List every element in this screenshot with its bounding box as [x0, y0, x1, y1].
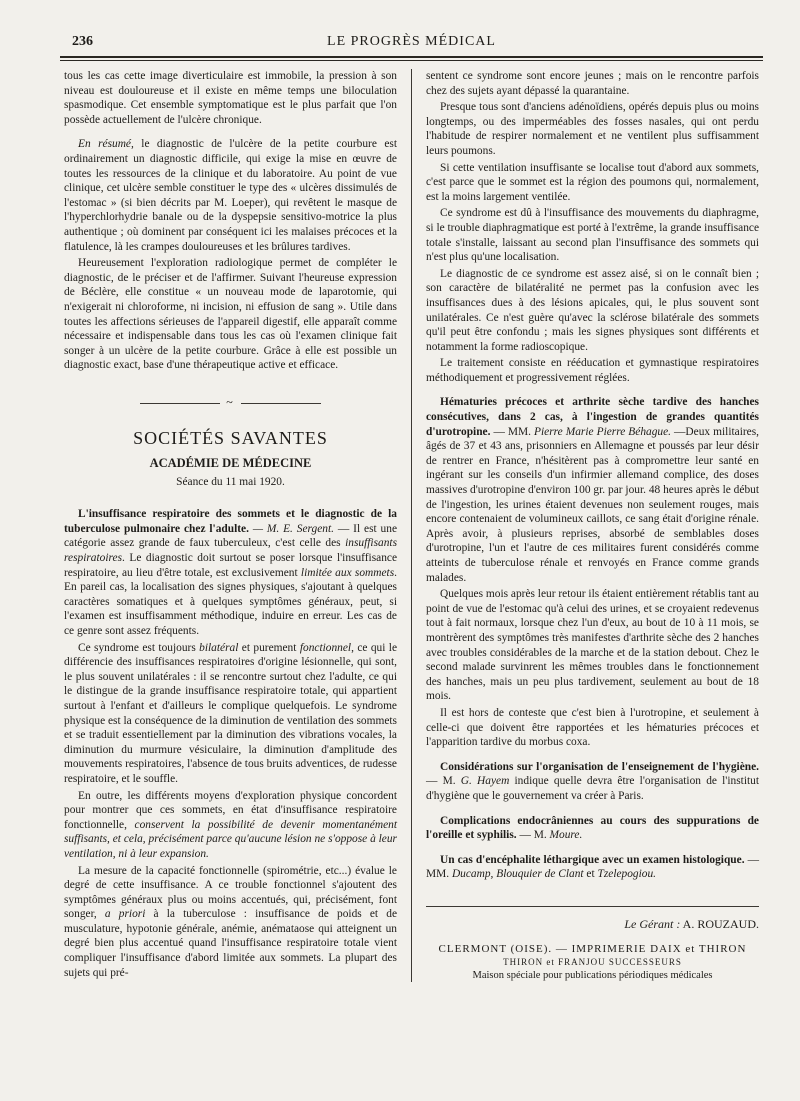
article-paragraph: L'insuffisance respiratoire des sommets et le diagnostic de la tuberculose pulmonaire chez l'adulte. — M. E. Sergent. — Il est une catégorie assez grande de faux tuberculeux, c'est celle des insuffisants respiratoires. Le diagnostic doit surtout se poser lorsque l'insuffisance respiratoire, au lieu d'être totale, est exclusivement limitée aux sommets. En pareil cas, la localisation des signes physiques, s'ajoutant à quelques caractères somatiques et à quelques symptômes généraux, peut, si l'examen est insuffisamment méthodique, induire en erreur. Les cas de ce genre sont assez fréquents.	[64, 508, 397, 637]
communication-hygiene: Considérations sur l'organisation de l'enseignement de l'hygiène. — M. G. Hayem indique quelle devra être l'organisation de l'institut d'hygiène que le gouvernement va créer à Paris.	[426, 760, 760, 802]
article-paragraph: Ce syndrome est toujours bilatéral et purement fonctionnel, ce qui le différencie des insuffisances respiratoires d'origine lésionnelle, qui sont, le plus souvent unilatérales : il se rencontre surtout chez l'adulte, ce qui le distingue de la grande insuffisance respiratoire totale, qui appartient surtout à l'enfant et d'ailleurs le complique quelquefois. Le syndrome physique est la conséquence de la diminution de ventilation des sommets et se traduit essentiellement par la diminution des vibrations vocales, la diminution du murmure vésiculaire, la diminution d'amplitude des mouvements respiratoires, l'absence de tous bruits adventices, de rudesse respiratoire, et le souffle.	[64, 641, 398, 785]
ornament-divider: ~	[64, 395, 397, 410]
article-paragraph: La mesure de la capacité fonctionnelle (spirométrie, etc...) évalue le degré de cette insuffisance. A ce trouble fonctionnel s'ajoutent des symptômes généraux plus ou moins accentués, qui, précisément, font songer, a priori à la tuberculose : insuffisance de poids et de musculature, hypotonie générale, anémie, anémataose qui atteignent un degré bien plus accentué quand l'insuffisance respiratoire totale vient compliquer l'insuffisance d'abord limitée aux sommets. La plupart des sujets qui pré-	[64, 864, 397, 979]
paragraph: tous les cas cette image diverticulaire est immobile, la pression à son niveau est douloureuse et il existe en même temps une biloculation spasmodique. Cet ensemble symptomatique est le plus parfait que l'on possède actuellement de l'ulcère chronique.	[64, 70, 397, 126]
lead-phrase: En résumé,	[78, 138, 134, 151]
paragraph: Quelques mois après leur retour ils étaient entièrement rétablis tant au point de vue de l'estomac qu'à celui des urines, et se croyaient redevenus tout à fait normaux, lorsque chez l'un d'eux, au bout de 10 à 11 mois, se montrèrent des symptômes très manifestes d'arthrite sèche des 2 hanches avec troubles considérables de la marche et de la station debout. Chez le second malade survinrent les mêmes troubles dans le fonctionnement des hanches, mais un peu plus tardivement, seulement au bout de 18 mois.	[426, 588, 759, 703]
paragraph: Si cette ventilation insuffisante se localise tout d'abord aux sommets, c'est parce que le sommet est la région des poumons qui, normalement, est la moins largement ventilée.	[426, 161, 759, 203]
journal-title: LE PROGRÈS MÉDICAL	[327, 34, 496, 49]
gerant-line: Le Gérant : A. ROUZAUD.	[624, 916, 759, 931]
communication-hematuries: Hématuries précoces et arthrite sèche tardive des hanches consécutives, dans 2 cas, à l'ingestion de grandes quantités d'urotropine. — MM. Pierre Marie Pierre Béhague. —Deux militaires, âgés de 37 et 43 ans, prisonniers en Allemagne et poussés par leur désir de rentrer en France, n'hésitèrent pas à compromettre leur santé en ingérant sur les conseils d'un infirmier allemand complice, des doses massives d'urotropine d'environ 100 gr. par jour. 48 heures après le début de l'ingestion, les urines étaient devenues non seulement rouges, mais encore contenaient de volumineux caillots, ce sang était d'origine rénale. Après avoir, à plusieurs reprises, absorbé de semblables doses d'urotropine, l'un et l'autre de ces militaires furent considérés comme atteints de tuberculose rénale et renvoyés en France comme grands malades.	[426, 396, 759, 584]
running-head	[60, 32, 763, 52]
paragraph: Le traitement consiste en rééducation et gymnastique respiratoires méthodiquement et progressivement réglées.	[426, 357, 759, 384]
communication-complications: Complications endocrâniennes au cours des suppurations de l'oreille et syphilis. — M. Moure.	[426, 814, 759, 842]
article-author: — M. E. Sergent.	[248, 522, 334, 535]
communication-encephalite: Un cas d'encéphalite léthargique avec un examen histologique. — MM. Ducamp, Blouquier de Clant et Tzelepogiou.	[426, 853, 759, 881]
paragraph: Heureusement l'exploration radiologique permet de compléter le diagnostic, de le préciser et de l'affirmer. Suivant l'heureuse expression de Béclère, elle constitue « un nouveau mode de laparotomie, qui n'exigerait ni chloroforme, ni incision, ni effusion de sang ». Utile dans toutes les affections sérieuses de l'appareil digestif, elle apparaît comme nécessaire et indispensable dans tous les cas où l'examen clinique fait songer à un ulcère de la petite courbure. Grâce à elle est possible un diagnostic exact, base d'une thérapeutique active et efficace.	[64, 257, 397, 372]
section-title: SOCIÉTÉS SAVANTES	[133, 428, 328, 449]
paragraph: sentent ce syndrome sont encore jeunes ; mais on le rencontre parfois chez des sujets ayant dépassé la quarantaine.	[426, 70, 759, 97]
left-column	[60, 69, 397, 982]
paragraph: Ce syndrome est dû à l'insuffisance des mouvements du diaphragme, si le trouble diaphragmatique est porté à l'extrême, la grande insuffisance totale s'installe, laissant au second plan l'insuffisance des sommets qui n'est plus qu'une localisation.	[426, 207, 759, 264]
printer-imprint: CLERMONT (OISE). — IMPRIMERIE DAIX et THIRON THIRON et FRANJOU SUCCESSEURS Maison spéciale pour publications périodiques médicales	[438, 943, 747, 982]
paragraph: En résumé, le diagnostic de l'ulcère de la petite courbure est ordinairement un diagnostic difficile, qui exige la mise en œuvre de toutes les ressources de la clinique et du laboratoire. Au point de vue clinique, cet ulcère semble constituer le type des « ulcères dissimulés de l'estomac » (si bien décrits par M. Loeper), qui revêtent le masque de l'hyperchlorhydrie banale ou de la dyspepsie sensitivo-motrice la plus authentique ; où dominent par conséquent ici les malaises précoces et la flatulence, là les crampes douloureuses et les brûlures tardives.	[64, 138, 397, 253]
header-rule	[60, 56, 763, 61]
paragraph: Le diagnostic de ce syndrome est assez aisé, si on le connaît bien ; son caractère de bilatéralité ne permet pas la confusion avec les insuffisances dues à des lésions apicales, qui, le plus souvent sont unilatérales. Ce n'est guère qu'avec la sclérose bilatérale des sommets qu'il peut être confondu ; mais les signes physiques sont différents et notamment la forme radioscopique.	[426, 267, 759, 353]
column-divider	[411, 69, 412, 982]
academy-title: ACADÉMIE DE MÉDECINE	[149, 456, 312, 471]
article-title: L'insuffisance respiratoire des sommets et le diagnostic de la tuberculose pulmonaire chez l'adulte.	[64, 508, 397, 535]
session-date: Séance du 11 mai 1920.	[176, 475, 285, 488]
footer-rule	[426, 906, 759, 907]
article-paragraph: En outre, les différents moyens d'exploration physique concordent pour montrer que ces sommets, en état d'insuffisance respiratoire fonctionnelle, conservent la possibilité de devenir momentanément suffisants, et cela, précisément parce qu'aucune lésion ne s'oppose à leur ventilation, ni à leur expansion.	[64, 789, 398, 860]
two-column-body	[60, 69, 763, 982]
right-column	[426, 69, 763, 982]
paragraph: Presque tous sont d'anciens adénoïdiens, opérés depuis plus ou moins longtemps, ou des imperméables des fosses nasales, qui ont perdu l'habitude de respirer normalement et ne ventilent plus suffisamment leurs poumons.	[426, 101, 759, 157]
page-number: 236	[72, 34, 93, 49]
paragraph: Il est hors de conteste que c'est bien à l'urotropine, et seulement à celle-ci que doivent être rapportées et les hématuries précoces et l'apparition tardive du morbus coxa.	[426, 706, 759, 749]
